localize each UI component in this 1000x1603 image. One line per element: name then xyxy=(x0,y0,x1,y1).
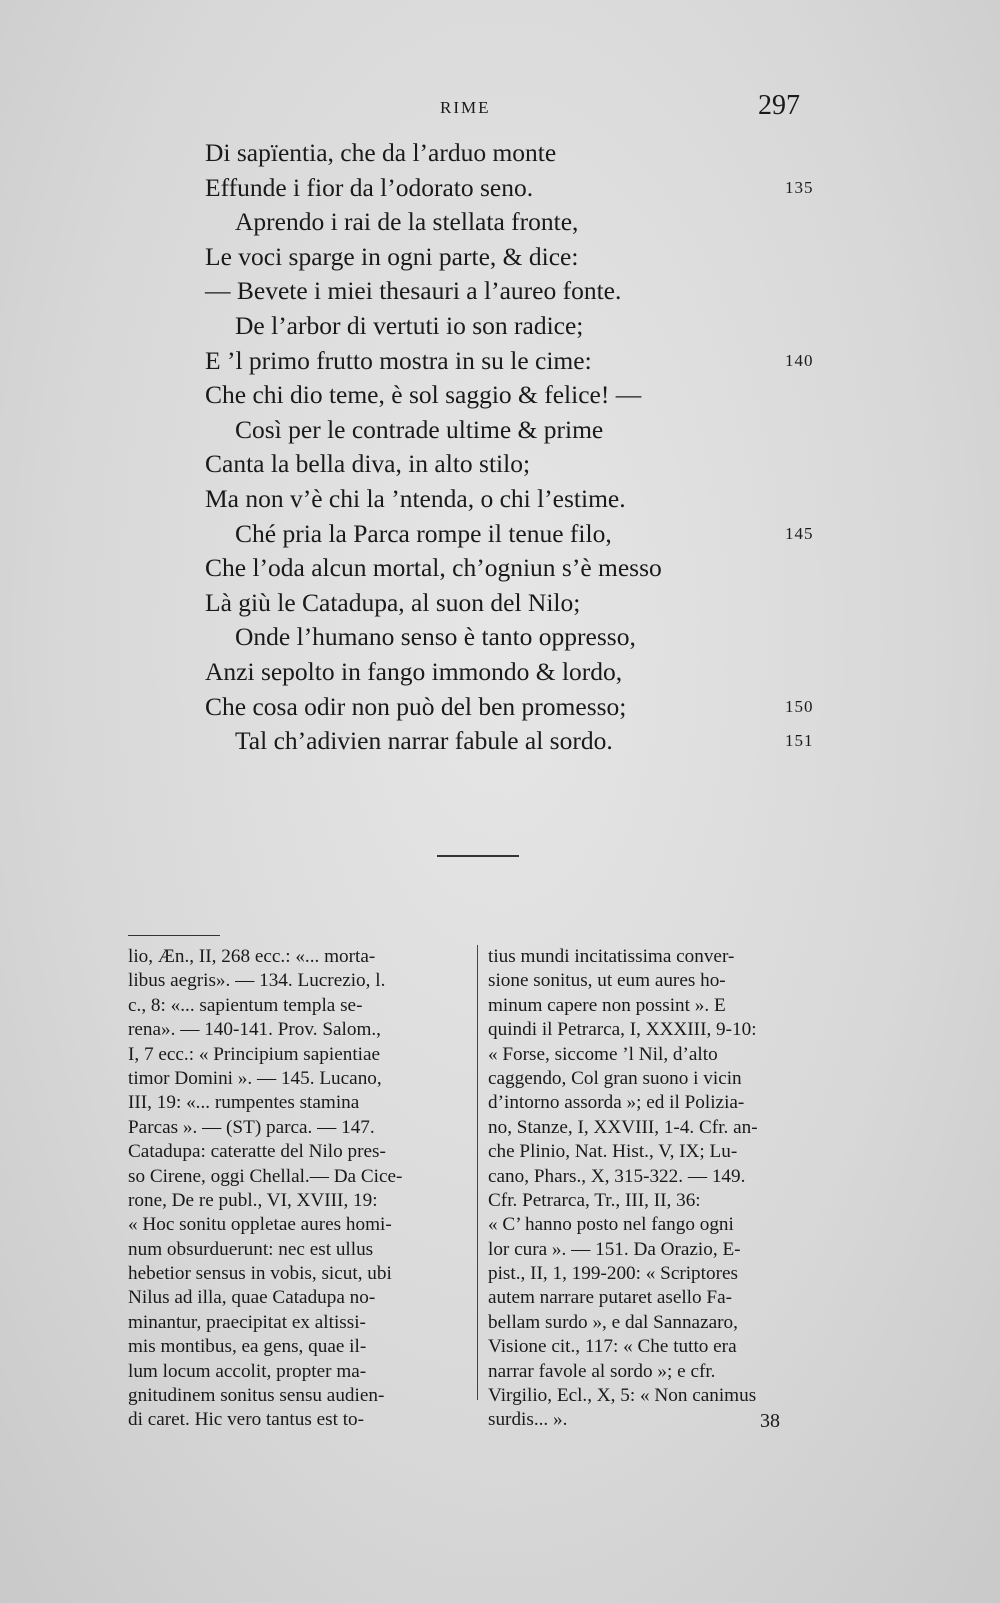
page-number: 297 xyxy=(758,90,800,121)
footnote-line: pist., II, 1, 199-200: « Scriptores xyxy=(488,1263,738,1285)
footnotes-left-column xyxy=(128,945,468,1433)
verse-text: Tal ch’adivien narrar fabule al sordo. xyxy=(235,726,613,756)
verse-text: Effunde i fior da l’odorato seno. xyxy=(205,172,534,202)
footnotes-right-column xyxy=(488,945,843,1433)
verse-line xyxy=(205,136,865,171)
footnote-line: cano, Phars., X, 315-322. — 149. xyxy=(488,1165,746,1187)
verse-line xyxy=(205,620,865,655)
verse-text: De l’arbor di vertuti io son radice; xyxy=(235,310,584,340)
verse-line xyxy=(205,240,865,275)
footnote-line: autem narrare putaret asello Fa- xyxy=(488,1287,732,1309)
footnote-line: num obsurduerunt: nec est ullus xyxy=(128,1238,374,1260)
footnote-line: minum capere non possint ». E xyxy=(488,994,726,1016)
line-number: 135 xyxy=(785,177,814,197)
verse-text: Onde l’humano senso è tanto oppresso, xyxy=(235,622,636,652)
running-head: RIME xyxy=(440,98,491,117)
verse-line xyxy=(205,517,865,552)
line-number: 150 xyxy=(785,696,814,716)
verse-text: Di sapïentia, che da l’arduo monte xyxy=(205,138,557,167)
poem-text xyxy=(205,136,865,759)
footnote-line: surdis... ». xyxy=(488,1409,568,1431)
footnote-line: Parcas ». — (ST) parca. — 147. xyxy=(128,1116,375,1138)
verse-line xyxy=(205,413,865,448)
verse-line xyxy=(205,551,865,586)
footnote-line: libus aegris». — 134. Lucrezio, l. xyxy=(128,970,386,992)
footnote-line: timor Domini ». — 145. Lucano, xyxy=(128,1067,382,1089)
footnote-line: Catadupa: cateratte del Nilo pres- xyxy=(128,1141,386,1163)
verse-line xyxy=(205,482,865,517)
verse-line xyxy=(205,655,865,690)
verse-text: Ma non v’è chi la ’ntenda, o chi l’estime. xyxy=(205,483,626,513)
verse-line xyxy=(205,205,865,240)
footnote-line: lio, Æn., II, 268 ecc.: «... morta- xyxy=(128,946,376,967)
verse-line xyxy=(205,171,865,206)
footnote-line: d’intorno assorda »; ed il Polizia- xyxy=(488,1092,745,1114)
line-number: 145 xyxy=(785,523,814,543)
footnote-line: « Hoc sonitu oppletae aures homi- xyxy=(128,1214,392,1236)
signature-mark: 38 xyxy=(760,1410,780,1432)
verse-line xyxy=(205,690,865,725)
section-separator xyxy=(437,855,519,857)
column-divider xyxy=(477,945,478,1400)
footnote-line: lor cura ». — 151. Da Orazio, E- xyxy=(488,1238,741,1260)
verse-line xyxy=(205,447,865,482)
footnote-line: rena». — 140-141. Prov. Salom., xyxy=(128,1019,381,1041)
verse-text: Là giù le Catadupa, al suon del Nilo; xyxy=(205,587,581,617)
verse-text: Anzi sepolto in fango immondo & lordo, xyxy=(205,656,623,686)
verse-text: Le voci sparge in ogni parte, & dice: xyxy=(205,241,579,271)
footnote-line: lum locum accolit, propter ma- xyxy=(128,1360,367,1382)
footnote-line: quindi il Petrarca, I, XXXIII, 9-10: xyxy=(488,1019,757,1041)
verse-line xyxy=(205,344,865,379)
footnote-line: Virgilio, Ecl., X, 5: « Non canimus xyxy=(488,1385,757,1407)
footnote-line: narrar favole al sordo »; e cfr. xyxy=(488,1360,716,1382)
line-number: 140 xyxy=(785,350,814,370)
footnote-line: no, Stanze, I, XXVIII, 1-4. Cfr. an- xyxy=(488,1116,758,1138)
footnote-line: III, 19: «... rumpentes stamina xyxy=(128,1092,360,1114)
footnote-line: c., 8: «... sapientum templa se- xyxy=(128,994,363,1016)
footnote-line: so Cirene, oggi Chellal.— Da Cice- xyxy=(128,1165,403,1187)
footnote-line: rone, De re publ., VI, XVIII, 19: xyxy=(128,1189,378,1211)
verse-line xyxy=(205,378,865,413)
footnote-line: tius mundi incitatissima conver- xyxy=(488,946,735,967)
footnote-line: Cfr. Petrarca, Tr., III, II, 36: xyxy=(488,1189,701,1211)
footnote-line: Visione cit., 117: « Che tutto era xyxy=(488,1336,737,1358)
verse-text: Che chi dio teme, è sol saggio & felice! — xyxy=(205,380,642,410)
footnote-line: I, 7 ecc.: « Principium sapientiae xyxy=(128,1043,381,1065)
footnote-line: « Forse, siccome ’l Nil, d’alto xyxy=(488,1043,718,1065)
verse-line xyxy=(205,274,865,309)
verse-text: Ché pria la Parca rompe il tenue filo, xyxy=(235,518,612,548)
footnote-line: di caret. Hic vero tantus est to- xyxy=(128,1409,365,1431)
footnote-line: sione sonitus, ut eum aures ho- xyxy=(488,970,726,992)
verse-line xyxy=(205,309,865,344)
verse-text: Canta la bella diva, in alto stilo; xyxy=(205,449,531,479)
verse-text: Così per le contrade ultime & prime xyxy=(235,414,604,444)
footnote-line: minantur, praecipitat ex altissi- xyxy=(128,1311,366,1333)
footnote-line: gnitudinem sonitus sensu audien- xyxy=(128,1385,385,1407)
footnote-line: caggendo, Col gran suono i vicin xyxy=(488,1067,742,1089)
footnote-line: che Plinio, Nat. Hist., V, IX; Lu- xyxy=(488,1141,738,1163)
verse-line xyxy=(205,724,865,759)
footnote-line: hebetior sensus in vobis, sicut, ubi xyxy=(128,1263,392,1285)
footnote-line: Nilus ad illa, quae Catadupa no- xyxy=(128,1287,376,1309)
footnote-line: « C’ hanno posto nel fango ogni xyxy=(488,1214,734,1236)
footnote-line: mis montibus, ea gens, quae il- xyxy=(128,1336,367,1358)
verse-text: Che l’oda alcun mortal, ch’ogniun s’è messo xyxy=(205,553,662,583)
verse-text: — Bevete i miei thesauri a l’aureo fonte. xyxy=(205,276,622,306)
footnote-rule xyxy=(128,935,220,936)
verse-line xyxy=(205,586,865,621)
footnote-line: bellam surdo », e dal Sannazaro, xyxy=(488,1311,738,1333)
verse-text: E ’l primo frutto mostra in su le cime: xyxy=(205,345,592,375)
verse-text: Aprendo i rai de la stellata fronte, xyxy=(235,207,579,237)
line-number: 151 xyxy=(785,731,814,751)
verse-text: Che cosa odir non può del ben promesso; xyxy=(205,691,627,721)
